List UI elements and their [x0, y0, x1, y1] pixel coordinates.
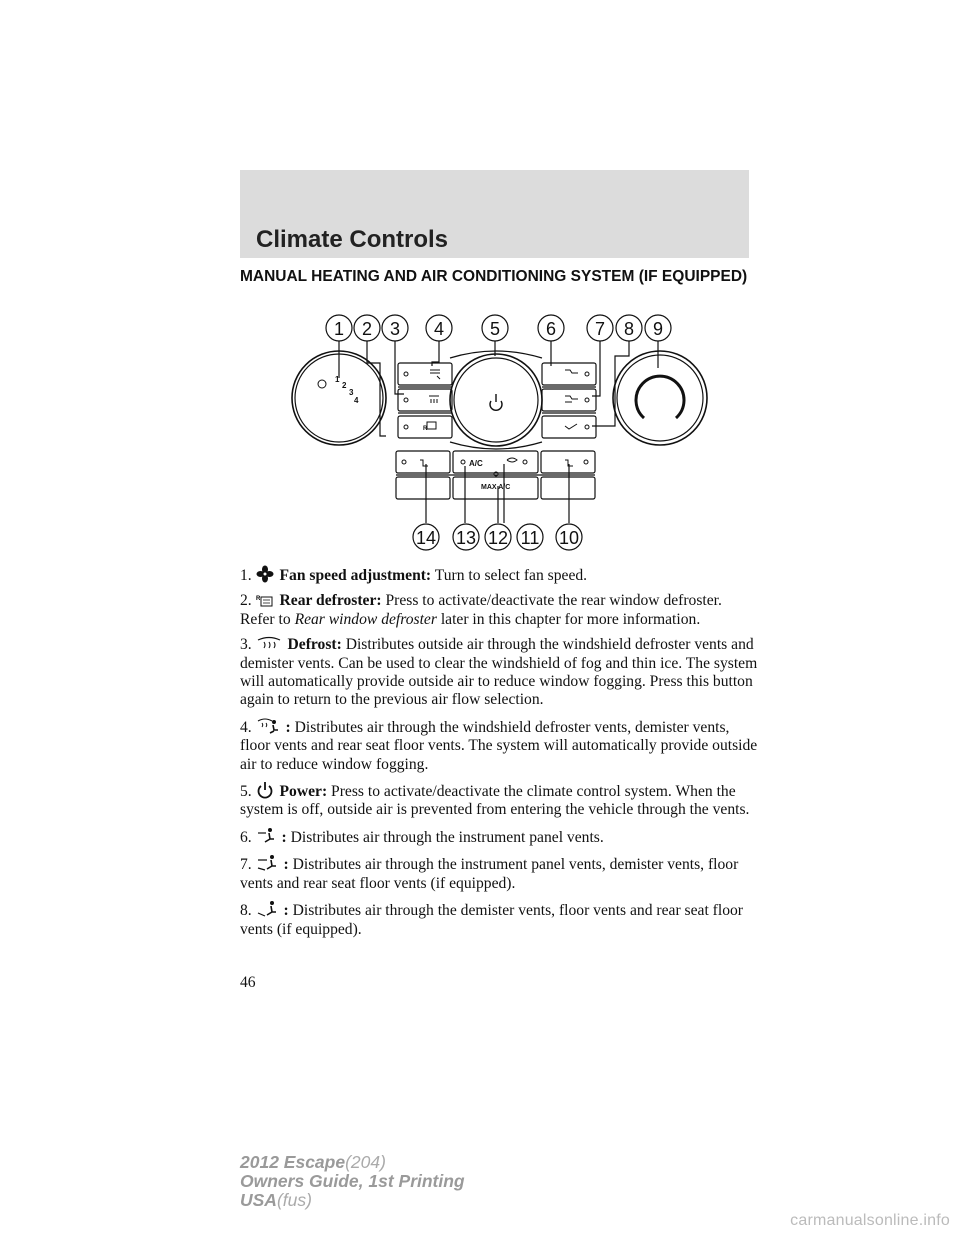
- floor-vent-icon: [256, 900, 278, 918]
- panel-floor-vent-icon: [256, 854, 278, 872]
- watermark: carmanualsonline.info: [790, 1212, 950, 1229]
- item-1: 1. Fan speed adjustment: Turn to select fan speed.: [240, 567, 588, 584]
- item-2: 2. R Rear defroster: Press to activate/deactivate the rear window defroster. Refer to Rear window defroster later in this chapter for more information.: [240, 592, 722, 628]
- ac-label: A/C: [469, 459, 483, 468]
- item-7: 7. : Distributes air through the instrument panel vents, demister vents, floor vents and rear seat floor vents (if equipped).: [240, 856, 739, 892]
- item-list: [240, 565, 760, 946]
- defrost-icon: [256, 636, 282, 652]
- rear-defroster-icon: [256, 594, 274, 608]
- max-ac-label: MAX A/C: [481, 484, 511, 491]
- page-number: 46: [240, 974, 256, 991]
- callout-3: 3: [389, 319, 401, 339]
- callout-9: 9: [652, 319, 664, 339]
- panel-vent-icon: [256, 827, 276, 845]
- callout-12: 12: [487, 528, 509, 548]
- callout-1: 1: [333, 319, 345, 339]
- callout-7: 7: [594, 319, 606, 339]
- callout-5: 5: [489, 319, 501, 339]
- fan-speed-2: 2: [342, 381, 347, 390]
- item-6: 6. : Distributes air through the instrument panel vents.: [240, 828, 604, 846]
- callout-14: 14: [415, 528, 437, 548]
- footer: 2012 Escape(204) Owners Guide, 1st Printing USA(fus): [240, 1152, 465, 1210]
- defrost-floor-icon: [256, 717, 280, 735]
- item-8: 8. : Distributes air through the demister vents, floor vents and rear seat floor vents (if equipped).: [240, 902, 743, 938]
- rear-window-defroster-ref: Rear window defroster: [294, 610, 437, 628]
- item-5: 5. Power: Press to activate/deactivate the climate control system. When the system is off, outside air is prevented from entering the vehicle through the vents.: [240, 783, 750, 819]
- callout-8: 8: [623, 319, 635, 339]
- item-4: 4. : Distributes air through the windshield defroster vents, demister vents, floor vents and rear seat floor vents. The system will automatically provide outside air to reduce window fogging.: [240, 718, 758, 773]
- callout-6: 6: [545, 319, 557, 339]
- section-heading: MANUAL HEATING AND AIR CONDITIONING SYSTEM (IF EQUIPPED): [240, 268, 748, 285]
- fan-speed-4: 4: [354, 396, 359, 405]
- svg-text:R: R: [255, 596, 260, 603]
- climate-control-diagram: [280, 308, 710, 556]
- fan-speed-1: 1: [335, 375, 340, 384]
- callout-13: 13: [455, 528, 477, 548]
- fan-icon: [256, 565, 274, 583]
- power-icon: [256, 781, 274, 799]
- item-3: 3. Defrost: Distributes outside air through the windshield defroster vents and demister vents. Can be used to clear the windshield of fog and thin ice. The system will automatically provide outside air to reduce window fogging. Press this button again to return to the previous air flow selection.: [240, 636, 758, 709]
- callout-10: 10: [558, 528, 580, 548]
- callout-2: 2: [361, 319, 373, 339]
- page-title: Climate Controls: [256, 226, 449, 253]
- rear-defrost-letter: R: [423, 426, 428, 432]
- callout-11: 11: [520, 528, 540, 548]
- fan-speed-3: 3: [349, 388, 354, 397]
- callout-4: 4: [433, 319, 445, 339]
